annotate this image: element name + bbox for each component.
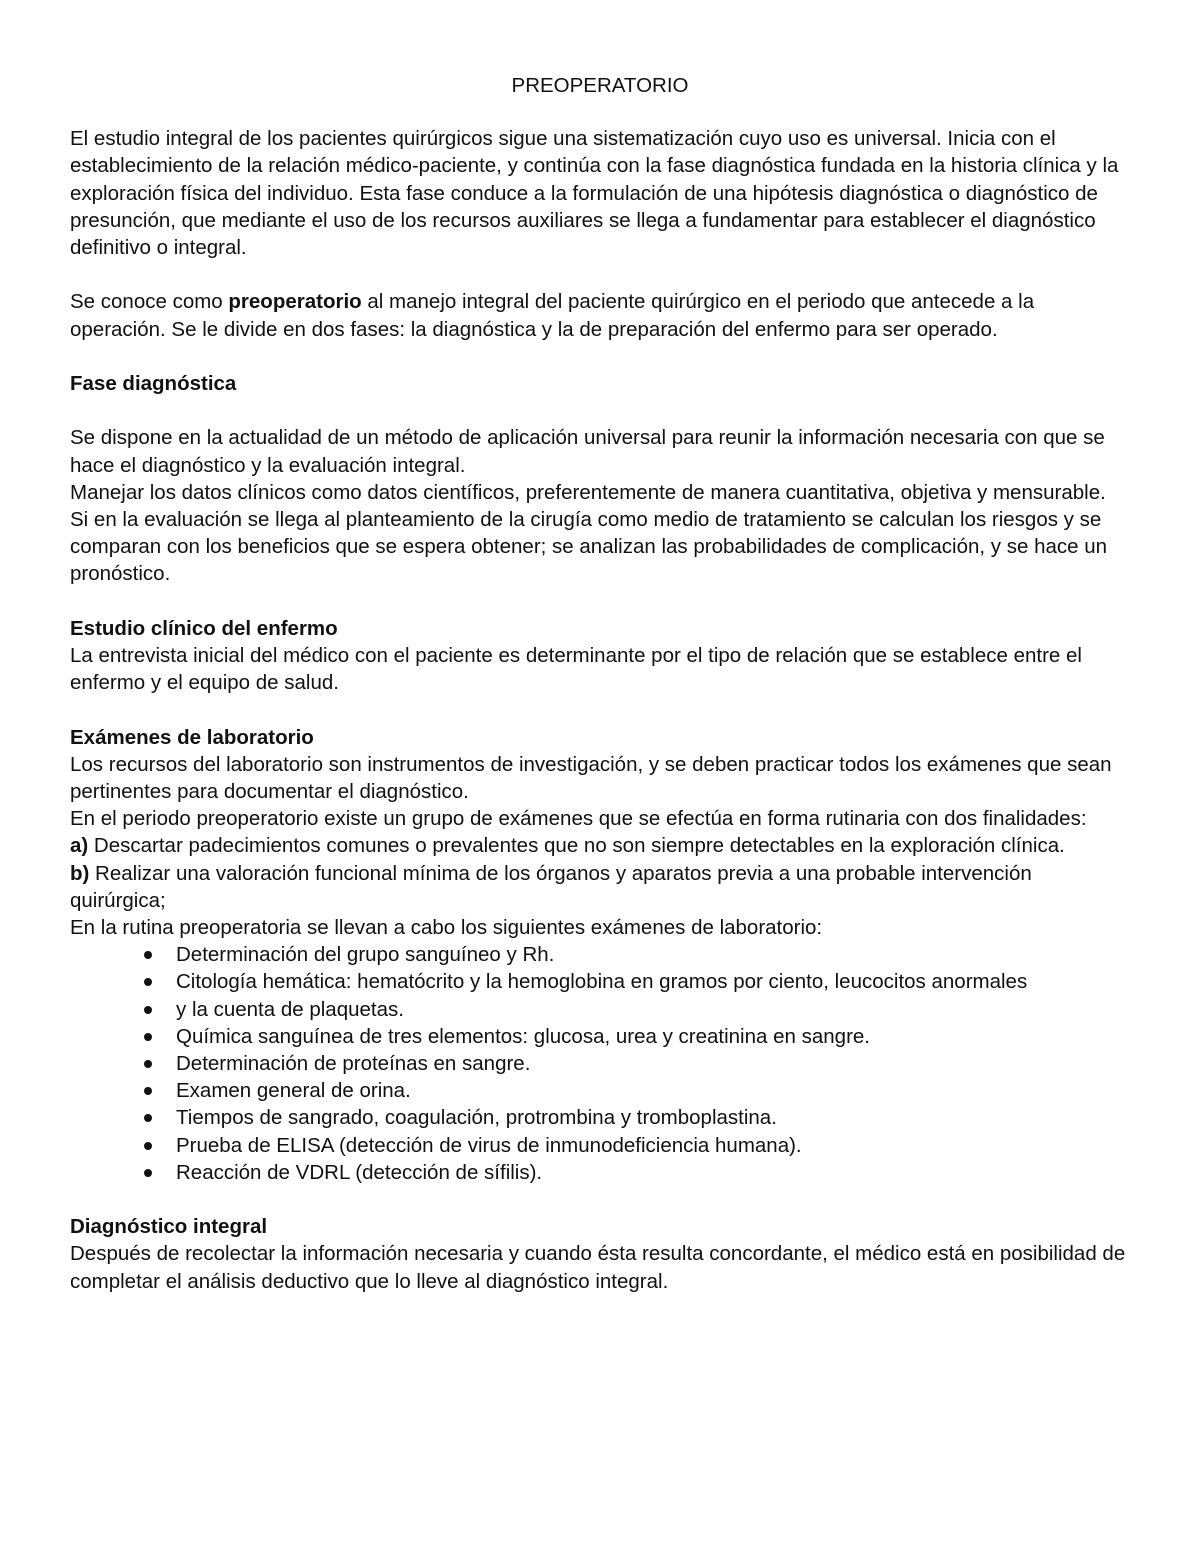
estudio-clinico-paragraph: La entrevista inicial del médico con el paciente es determinante por el tipo de relación que se establece entre el enfermo y el equipo de salud. — [70, 644, 1082, 695]
diagnostico-integral-paragraph: Después de recolectar la información necesaria y cuando ésta resulta concordante, el médico está en posibilidad de completar el análisis deductivo que lo lleve al diagnóstico integral. — [70, 1242, 1126, 1293]
fase-diagnostica-paragraph-2: Manejar los datos clínicos como datos científicos, preferentemente de manera cuantitativa, objetiva y mensurable. — [70, 480, 1106, 504]
definition-text-after: al manejo integral del paciente quirúrgico en el periodo que antecede a la operación. Se le divide en dos fases: la diagnóstica y la de preparación del enfermo para ser operado. — [70, 290, 1035, 341]
definition-text-before: Se conoce como — [70, 290, 229, 314]
spacer — [70, 1186, 1130, 1213]
spacer — [70, 696, 1130, 723]
list-item: Prueba de ELISA (detección de virus de inmunodeficiencia humana). — [176, 1132, 1130, 1159]
list-item: y la cuenta de plaquetas. — [176, 996, 1130, 1023]
list-item: Reacción de VDRL (detección de sífilis). — [176, 1159, 1130, 1186]
spacer — [70, 588, 1130, 615]
lab-exams-list — [70, 941, 1130, 1186]
examenes-item-a — [70, 832, 1130, 859]
section-heading-fase-diagnostica: Fase diagnóstica — [70, 372, 237, 395]
fase-diagnostica-paragraph-3: Si en la evaluación se llega al planteamiento de la cirugía como medio de tratamiento se calculan los riesgos y se comparan con los beneficios que se espera obtener; se analizan las probabilidades de complicación, y se hace un pronóstico. — [70, 508, 1108, 586]
item-a-text: Descartar padecimientos comunes o prevalentes que no son siempre detectables en la exploración clínica. — [88, 834, 1065, 858]
intro-paragraph: El estudio integral de los pacientes quirúrgicos sigue una sistematización cuyo uso es universal. Inicia con el establecimiento de la relación médico-paciente, y continúa con la fase diagnóstica fundada en la historia clínica y la exploración física del individuo. Esta fase conduce a la formulación de una hipótesis diagnóstica o diagnóstico de presunción, que mediante el uso de los recursos auxiliares se llega a fundamentar para establecer el diagnóstico definitivo o integral. — [70, 127, 1119, 260]
list-item: Determinación de proteínas en sangre. — [176, 1050, 1130, 1077]
definition-term: preoperatorio — [228, 290, 362, 314]
examenes-paragraph-1: Los recursos del laboratorio son instrumentos de investigación, y se deben practicar todos los exámenes que sean pertinentes para documentar el diagnóstico. — [70, 752, 1112, 803]
examenes-paragraph-3: En la rutina preoperatoria se llevan a cabo los siguientes exámenes de laboratorio: — [70, 916, 823, 940]
list-item: Química sanguínea de tres elementos: glucosa, urea y creatinina en sangre. — [176, 1023, 1130, 1050]
document-page — [70, 72, 1130, 1295]
item-b-text: Realizar una valoración funcional mínima de los órganos y aparatos previa a una probable intervención quirúrgica; — [70, 861, 1032, 912]
examenes-item-b — [70, 860, 1130, 914]
list-item: Examen general de orina. — [176, 1077, 1130, 1104]
list-item: Determinación del grupo sanguíneo y Rh. — [176, 941, 1130, 968]
examenes-paragraph-2: En el periodo preoperatorio existe un grupo de exámenes que se efectúa en forma rutinaria con dos finalidades: — [70, 807, 1087, 831]
document-title: PREOPERATORIO — [511, 74, 689, 97]
definition-paragraph — [70, 288, 1130, 342]
item-a-label: a) — [70, 834, 89, 858]
spacer — [70, 261, 1130, 288]
fase-diagnostica-paragraph-1: Se dispone en la actualidad de un método de aplicación universal para reunir la información necesaria con que se hace el diagnóstico y la evaluación integral. — [70, 426, 1105, 477]
spacer — [70, 397, 1130, 424]
spacer — [70, 343, 1130, 370]
section-heading-examenes: Exámenes de laboratorio — [70, 725, 314, 749]
section-heading-diagnostico-integral: Diagnóstico integral — [70, 1215, 268, 1239]
list-item: Tiempos de sangrado, coagulación, protrombina y tromboplastina. — [176, 1104, 1130, 1131]
list-item: Citología hemática: hematócrito y la hemoglobina en gramos por ciento, leucocitos anormales — [176, 968, 1130, 995]
item-b-label: b) — [70, 861, 90, 885]
section-heading-estudio-clinico: Estudio clínico del enfermo — [70, 616, 338, 640]
